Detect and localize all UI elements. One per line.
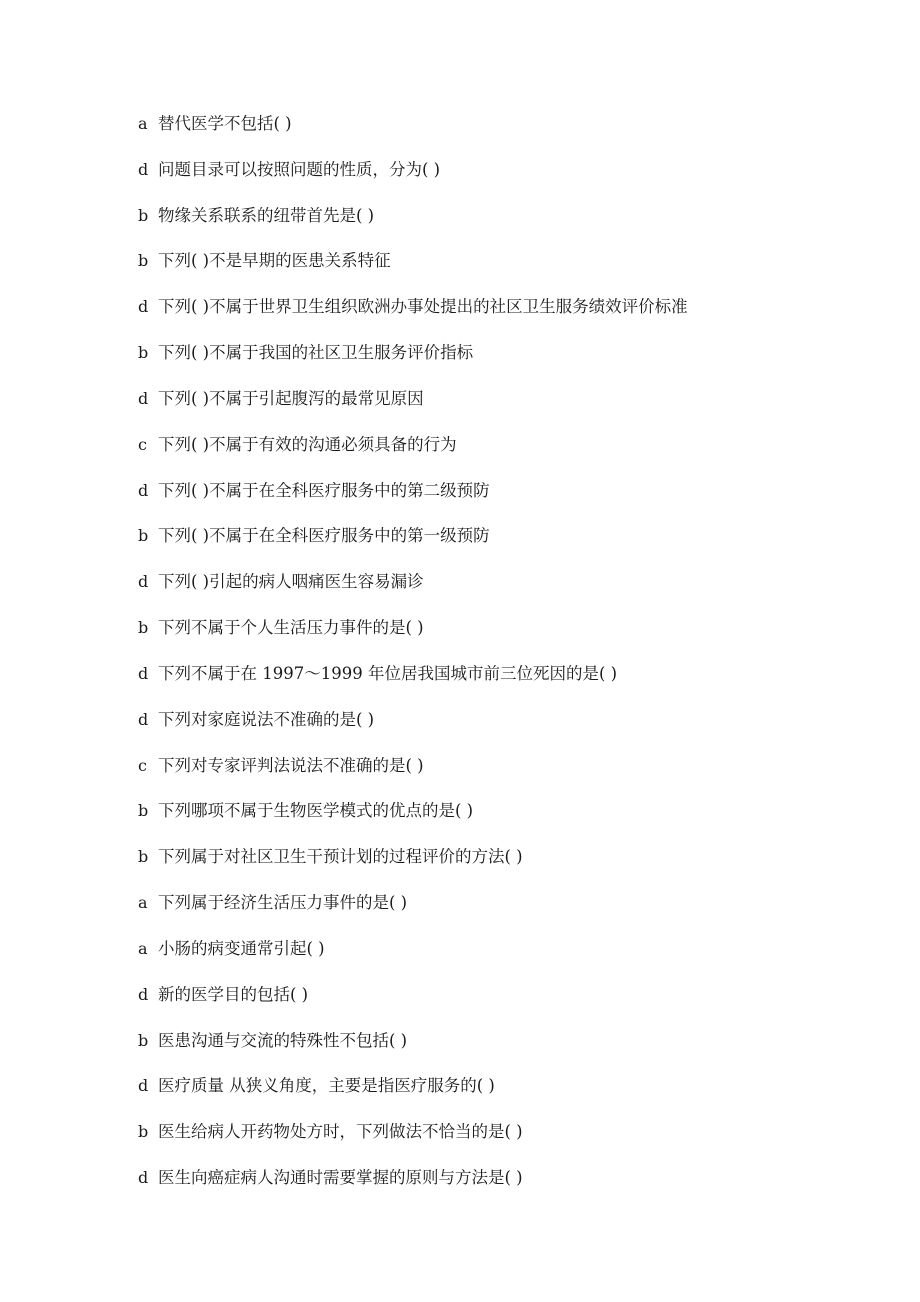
answer-letter: d <box>138 1076 149 1096</box>
answer-letter: b <box>138 1122 149 1142</box>
answer-letter: b <box>138 1030 149 1050</box>
answer-letter: b <box>138 526 149 546</box>
question-text: 下列( )不属于世界卫生组织欧洲办事处提出的社区卫生服务绩效评价标准 <box>158 297 688 317</box>
answer-letter: b <box>138 801 149 821</box>
question-text: 下列( )引起的病人咽痛医生容易漏诊 <box>158 572 424 592</box>
question-text: 下列属于对社区卫生干预计划的过程评价的方法( ) <box>158 847 523 867</box>
question-item <box>138 158 898 204</box>
answer-letter: c <box>138 755 147 775</box>
answer-letter: d <box>138 572 149 592</box>
question-text: 下列( )不属于我国的社区卫生服务评价指标 <box>158 343 474 363</box>
question-text: 医疗质量 从狭义角度，主要是指医疗服务的( ) <box>158 1076 495 1096</box>
question-item <box>138 937 898 983</box>
question-item <box>138 754 898 800</box>
answer-letter: a <box>138 114 148 133</box>
question-item <box>138 662 898 708</box>
question-item <box>138 249 898 295</box>
question-text: 下列哪项不属于生物医学模式的优点的是( ) <box>158 801 474 821</box>
question-text: 下列不属于个人生活压力事件的是( ) <box>158 618 424 638</box>
question-item <box>138 570 898 616</box>
question-text: 问题目录可以按照问题的性质，分为( ) <box>158 159 441 179</box>
question-text: 医生给病人开药物处方时，下列做法不恰当的是( ) <box>158 1122 523 1142</box>
question-text: 下列( )不属于在全科医疗服务中的第二级预防 <box>158 480 490 500</box>
question-item <box>138 479 898 525</box>
answer-letter: d <box>138 480 149 500</box>
question-item <box>138 387 898 433</box>
answer-letter: d <box>138 709 149 729</box>
question-text: 下列属于经济生活压力事件的是( ) <box>158 893 408 913</box>
answer-letter: b <box>138 205 149 225</box>
question-text: 下列( )不属于引起腹泻的最常见原因 <box>158 388 424 408</box>
question-text: 下列不属于在 1997～1999 年位居我国城市前三位死因的是( ) <box>158 663 618 683</box>
question-text: 医生向癌症病人沟通时需要掌握的原则与方法是( ) <box>158 1168 523 1188</box>
answer-letter: d <box>138 388 149 408</box>
question-item <box>138 616 898 662</box>
question-item <box>138 112 898 158</box>
question-text: 小肠的病变通常引起( ) <box>158 938 325 958</box>
answer-letter: b <box>138 847 149 867</box>
question-item <box>138 1029 898 1075</box>
question-item <box>138 983 898 1029</box>
question-item <box>138 891 898 937</box>
question-item <box>138 1120 898 1166</box>
question-item <box>138 341 898 387</box>
question-item <box>138 1166 898 1212</box>
answer-letter: b <box>138 343 149 363</box>
question-item <box>138 433 898 479</box>
question-text: 下列对家庭说法不准确的是( ) <box>158 709 375 729</box>
answer-letter: d <box>138 663 149 683</box>
answer-letter: d <box>138 984 149 1004</box>
question-item <box>138 295 898 341</box>
question-text: 下列( )不属于有效的沟通必须具备的行为 <box>158 434 457 454</box>
answer-letter: b <box>138 618 149 638</box>
answer-letter: a <box>138 893 148 913</box>
answer-letter: d <box>138 1168 149 1188</box>
question-text: 物缘关系联系的纽带首先是( ) <box>158 205 375 225</box>
question-item <box>138 799 898 845</box>
question-item <box>138 524 898 570</box>
question-text: 医患沟通与交流的特殊性不包括( ) <box>158 1030 408 1050</box>
question-text: 新的医学目的包括( ) <box>158 984 309 1004</box>
question-item <box>138 204 898 250</box>
answer-letter: d <box>138 297 149 317</box>
question-text: 替代医学不包括( ) <box>158 114 292 133</box>
answer-letter: b <box>138 251 149 271</box>
question-item <box>138 845 898 891</box>
question-item <box>138 1074 898 1120</box>
answer-letter: d <box>138 159 149 179</box>
answer-letter: c <box>138 434 147 454</box>
question-text: 下列( )不属于在全科医疗服务中的第一级预防 <box>158 526 490 546</box>
answer-letter: a <box>138 938 148 958</box>
question-text: 下列( )不是早期的医患关系特征 <box>158 251 391 271</box>
question-list <box>138 112 898 1212</box>
question-item <box>138 708 898 754</box>
question-text: 下列对专家评判法说法不准确的是( ) <box>158 755 424 775</box>
